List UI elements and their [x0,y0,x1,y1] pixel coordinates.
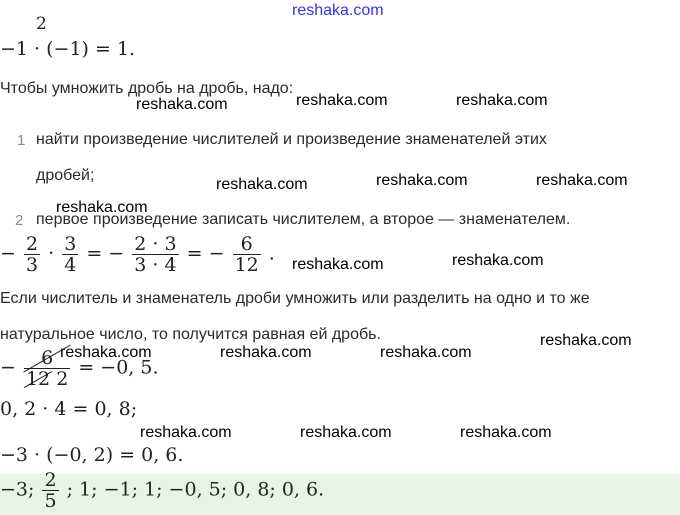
watermark: reshaka.com [136,96,228,113]
math-line: −3 · (−0, 2) = 0, 6. [0,444,184,466]
numerator: 2 · 3 [134,233,177,255]
step-number: 1 [17,132,26,149]
denominator: 4 [64,254,77,276]
watermark: reshaka.com [456,92,548,109]
equals-minus: = − [86,242,125,265]
watermark: reshaka.com [292,256,384,273]
watermark: reshaka.com [220,344,312,361]
dot-operator: · [48,242,55,265]
denominator: 3 [25,254,39,276]
rule-text-cont: натуральное число, то получится равная ей дробь. [0,326,381,343]
rule-intro: Чтобы умножить дробь на дробь, надо: [0,80,294,97]
numerator: 2 [25,233,39,255]
watermark: reshaka.com [376,172,468,189]
fraction [233,234,261,275]
math-line: 0, 2 · 4 = 0, 8; [0,398,138,420]
watermark-top: reshaka.com [292,2,384,19]
watermark: reshaka.com [60,344,152,361]
watermark: reshaka.com [300,424,392,441]
watermark: reshaka.com [216,176,308,193]
result: = −0, 5. [78,356,159,379]
answer-part: ; 1; −1; 1; −0, 5; 0, 8; 0, 6. [66,478,325,501]
denominator: 5 [44,490,57,512]
reduced-fraction-equation [0,348,159,389]
denominator: 12 [234,254,259,276]
step-number: 2 [15,212,24,229]
numerator: 6 [240,233,253,255]
period: . [268,242,275,265]
step-text-cont: дробей; [36,167,95,184]
denominator-crossed [24,368,70,389]
exponent: 2 [36,14,47,34]
example-equation [0,234,275,275]
step-text: найти произведение числителей и произведение знаменателей этих [36,131,547,148]
answer-part: −3; [0,478,35,501]
fraction [42,470,58,511]
watermark: reshaka.com [296,92,388,109]
fraction [24,234,40,275]
watermark: reshaka.com [460,424,552,441]
equals-minus: = − [186,242,225,265]
minus-sign: − [0,356,16,379]
answer-line [0,470,324,511]
watermark: reshaka.com [56,199,148,216]
denominator-value: 12 [25,368,51,390]
fraction [24,348,70,389]
minus-sign: − [0,242,16,265]
step-text: первое произведение записать числителем, а второе — знаменателем. [36,211,571,228]
numerator-crossed: 6 [24,348,70,368]
watermark: reshaka.com [536,172,628,189]
watermark: reshaka.com [140,424,232,441]
fraction [62,234,78,275]
math-line-product: −1 · (−1) = 1. [0,38,136,60]
rule-text: Если числитель и знаменатель дроби умножить или разделить на одно и то же [0,290,590,307]
denominator: 3 · 4 [134,254,177,276]
watermark: reshaka.com [380,344,472,361]
watermark: reshaka.com [540,332,632,349]
numerator: 3 [64,233,77,255]
watermark: reshaka.com [452,252,544,269]
fraction [132,234,178,275]
reduced-denominator: 2 [56,368,69,390]
numerator: 2 [44,469,57,491]
